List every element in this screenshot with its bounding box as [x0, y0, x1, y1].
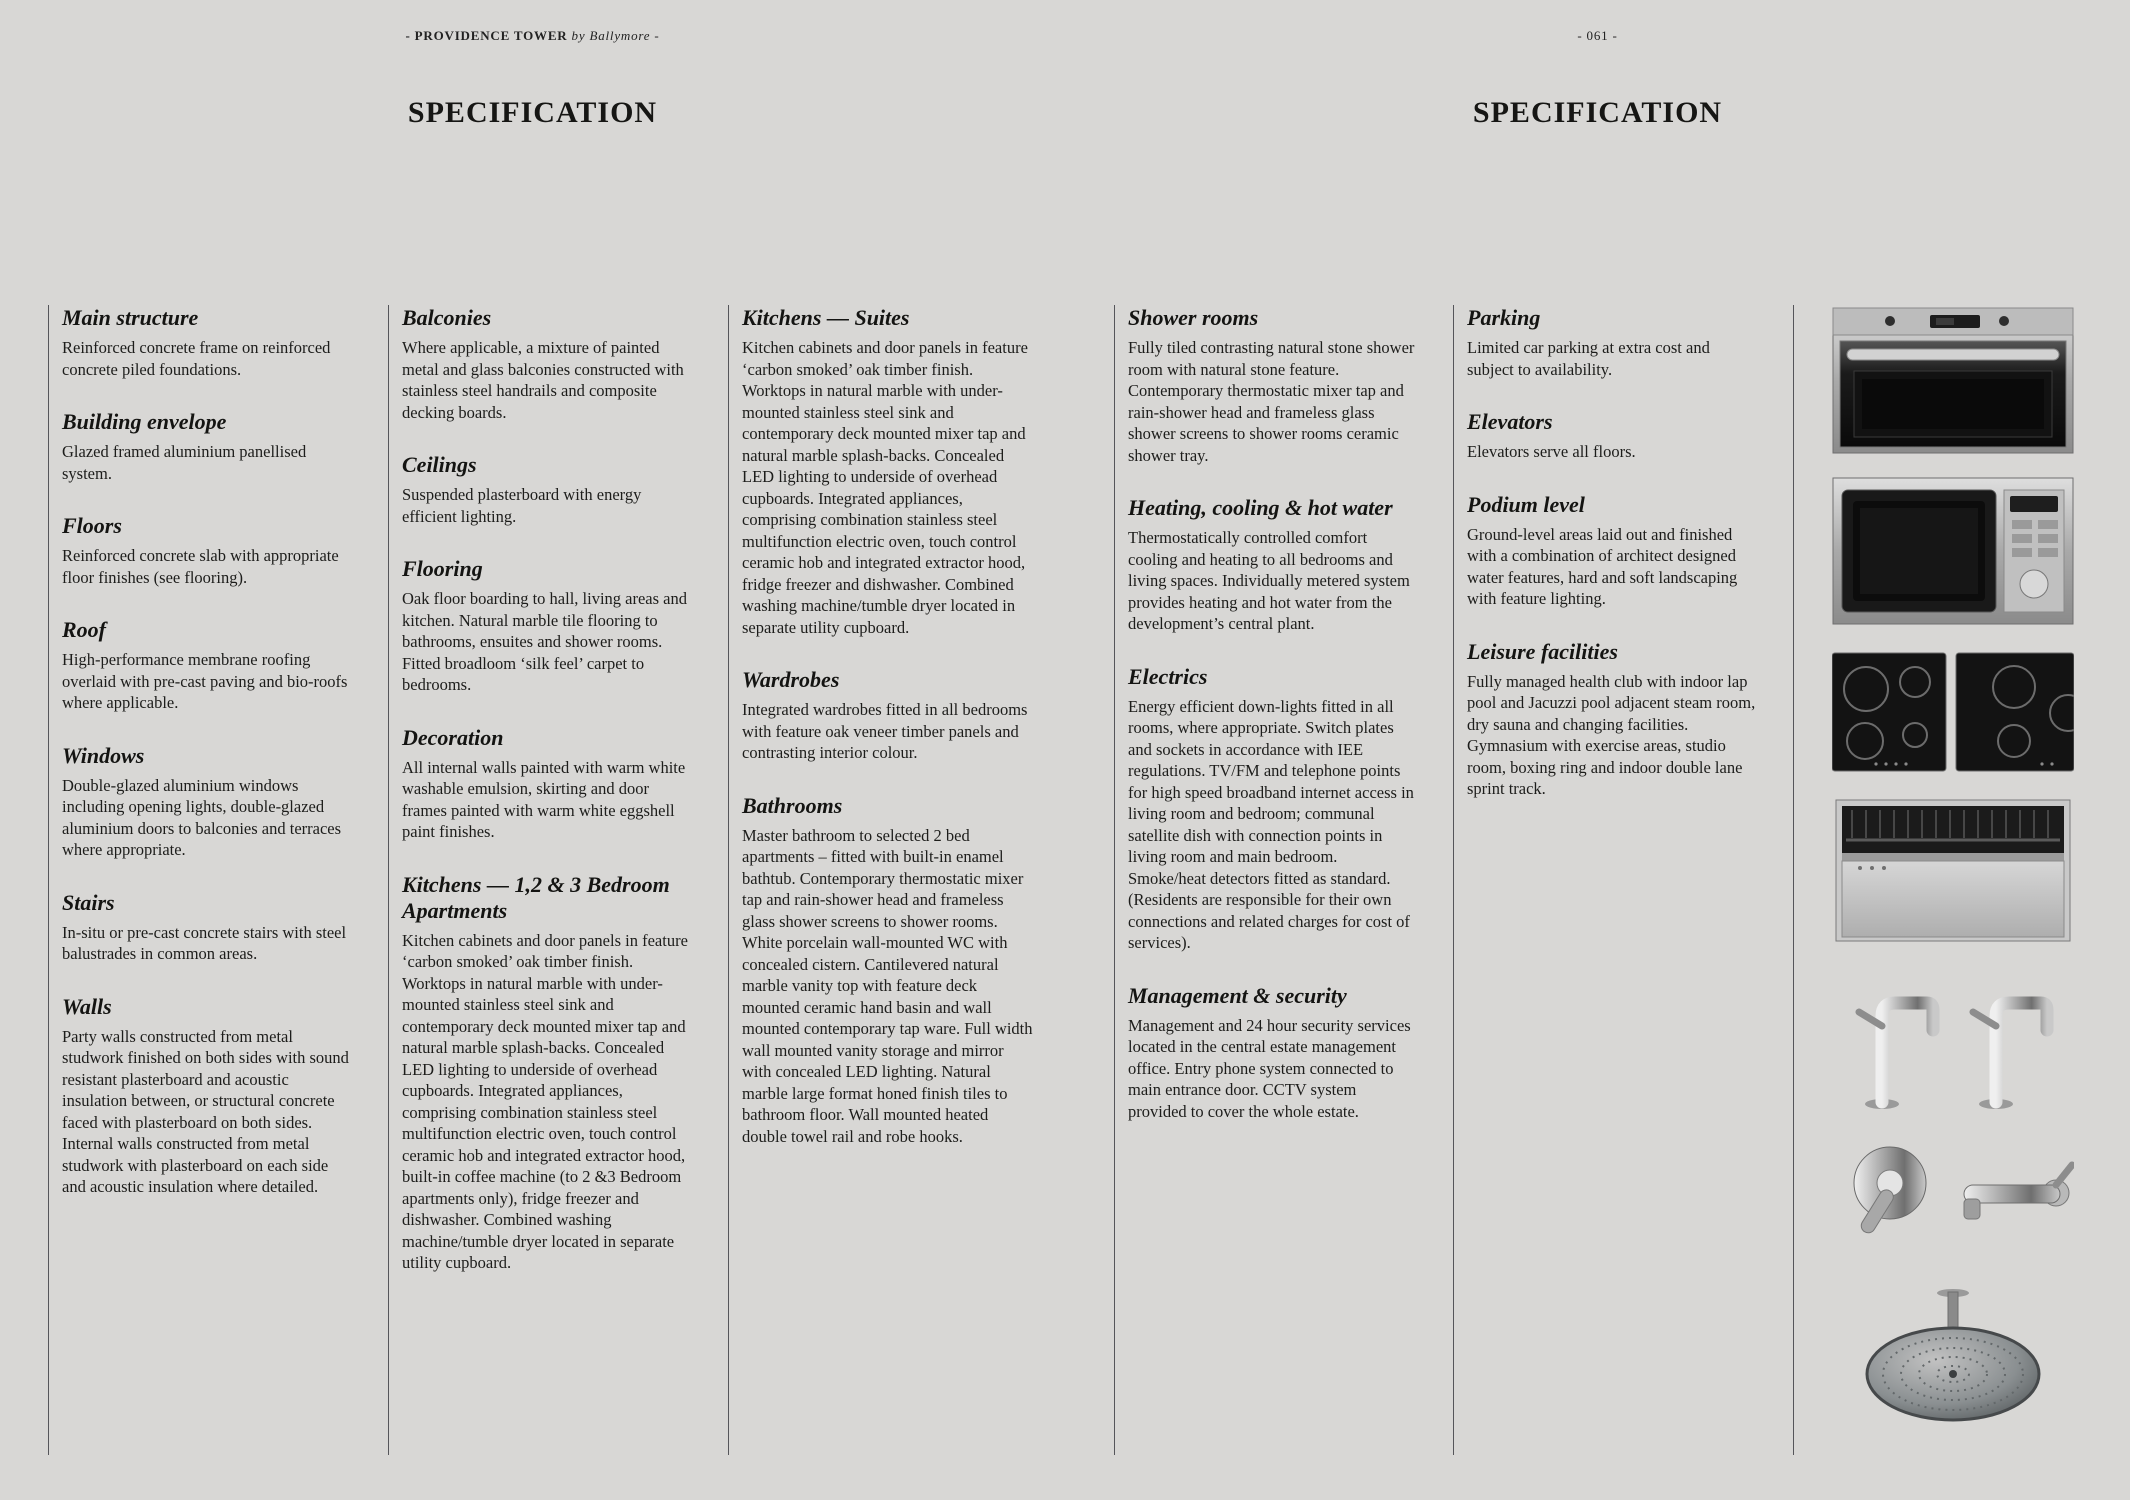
spec-body: Party walls constructed from metal studwork finished on both sides with sound resistant plasterboard and acoustic insulation between, or structural concrete faced with plasterboard on both sides. Internal walls constructed from metal studwork with plasterboard on each side and acoustic insulation where detailed. [62, 1026, 349, 1196]
spec-heading: Stairs [62, 889, 115, 915]
spec-body: Kitchen cabinets and door panels in feature ‘carbon smoked’ oak timber finish. Worktops in natural marble with under-mounted stainless steel sink and contemporary deck mounted mixer tap and natural marble splash-backs. Concealed LED lighting to underside of overhead cupboards. Integrated appliances, comprising combination stainless steel multifunction electric oven, touch control ceramic hob and integrated extractor hood, fridge freezer and dishwasher. Combined washing machine/tumble dryer located in separate utility cupboard. [742, 338, 1028, 637]
spec-heading: Podium level [1467, 491, 1585, 517]
spec-heading: Heating, cooling & hot water [1128, 495, 1393, 520]
spec-section-bathrooms [742, 793, 1033, 1148]
spec-section-heating-cooling [1128, 495, 1419, 635]
spec-heading: Shower rooms [1128, 305, 1259, 330]
spec-body: Energy efficient down-lights fitted in all rooms, where appropriate. Switch plates and sockets in accordance with IEE regulations. TV/FM and telephone points for high speed broadband internet access in living room and bedroom; communal satellite dish with connection points in living room and main bedroom. Smoke/heat detectors fitted as standard. (Residents are responsible for their own connections and related charges for cost of services). [1128, 696, 1414, 952]
spec-section-kitchens-suites [742, 305, 1033, 638]
spec-heading: Wardrobes [742, 667, 840, 692]
spec-section-walls [62, 994, 353, 1198]
spec-body: Integrated wardrobes fitted in all bedrooms with feature oak veneer timber panels and contrasting interior colour. [742, 700, 1028, 762]
brand-byline: by Ballymore [571, 28, 651, 43]
spec-column-kitchens-bathrooms [728, 305, 1033, 1455]
spec-heading: Parking [1467, 305, 1541, 330]
spec-section-leisure-facilities [1467, 639, 1758, 800]
page-title-left: SPECIFICATION [407, 96, 658, 129]
spec-body: Elevators serve all floors. [1467, 442, 1636, 461]
shower-valves-photo [1832, 1135, 2074, 1265]
spec-section-wardrobes [742, 667, 1033, 764]
spec-heading: Management & security [1128, 982, 1347, 1008]
rain-shower-photo [1832, 1286, 2074, 1426]
page-number: - 061 - [1577, 28, 1618, 43]
spec-section-balconies [402, 305, 693, 423]
spec-section-roof [62, 617, 353, 714]
oven-photo [1832, 305, 2074, 455]
brand-name: - PROVIDENCE TOWER [405, 28, 572, 43]
spec-section-ceilings [402, 452, 693, 527]
spec-heading: Ceilings [402, 452, 477, 477]
spec-heading: Kitchens — 1,2 & 3 Bedroom Apartments [402, 871, 670, 923]
spec-body: Fully managed health club with indoor lap pool and Jacuzzi pool adjacent steam room, dry sauna and changing facilities. Gymnasium with exercise areas, studio room, boxing ring and indoor double lane sprint track. [1467, 671, 1756, 798]
spec-column-structure [48, 305, 353, 1455]
microwave-photo [1832, 476, 2074, 626]
spec-body: Master bathroom to selected 2 bed apartments – fitted with built-in enamel bathtub. Contemporary thermostatic mixer tap and rain-shower head and frameless glass shower screens to shower rooms. White porcelain wall-mounted WC with concealed cistern. Cantilevered natural marble vanity top with feature deck mounted ceramic hand basin and wall mounted contemporary tap ware. Full width wall mounted vanity storage and mirror with concealed LED lighting. Natural marble large format honed finish tiles to bathroom floor. Wall mounted heated double towel rail and robe hooks. [742, 825, 1033, 1146]
spec-body: Kitchen cabinets and door panels in feature ‘carbon smoked’ oak timber finish. Worktops in natural marble with under-mounted stainless steel sink and contemporary deck mounted mixer tap and natural marble splash-backs. Concealed LED lighting to underside of overhead cupboards. Integrated appliances, comprising combination stainless steel multifunction electric oven, touch control ceramic hob and integrated extractor hood, built-in coffee machine (to 2 &3 Bedroom apartments only), fridge freezer and dishwasher. Combined washing machine/tumble dryer located in separate utility cupboard. [402, 930, 688, 1272]
spec-section-building-envelope [62, 409, 353, 484]
spec-heading: Bathrooms [742, 792, 843, 818]
spec-section-electrics [1128, 664, 1419, 954]
spec-heading: Balconies [402, 305, 492, 330]
spec-section-decoration [402, 725, 693, 843]
brand-suffix: - [650, 28, 660, 43]
running-header [0, 28, 1065, 44]
spec-heading: Flooring [402, 556, 483, 581]
spec-heading: Main structure [62, 305, 199, 330]
spec-body: Management and 24 hour security services located in the central estate management office. Entry phone system connected to main entrance door. CCTV system provided to cover the whole estate. [1128, 1015, 1411, 1121]
kitchen-taps-photo [1832, 964, 2074, 1114]
page-title-right: SPECIFICATION [1472, 96, 1723, 129]
spec-body: Glazed framed aluminium panellised system. [62, 442, 307, 483]
spec-body: Ground-level areas laid out and finished with a combination of architect designed water features, hard and soft landscaping with feature lighting. [1467, 524, 1738, 608]
spec-heading: Kitchens — Suites [742, 305, 910, 330]
spec-section-windows [62, 743, 353, 861]
spec-heading: Building envelope [62, 409, 227, 434]
spec-body: High-performance membrane roofing overlaid with pre-cast paving and bio-roofs where applicable. [62, 650, 348, 712]
spec-section-parking [1467, 305, 1758, 380]
spec-column-amenities [1453, 305, 1758, 1455]
spec-body: Reinforced concrete frame on reinforced concrete piled foundations. [62, 338, 331, 379]
spec-heading: Roof [62, 617, 106, 642]
spec-heading: Decoration [402, 724, 504, 750]
spec-section-main-structure [62, 305, 353, 380]
appliance-image-column [1793, 305, 2095, 1455]
spec-section-kitchens-apartments [402, 872, 693, 1274]
spec-section-elevators [1467, 409, 1758, 463]
spec-section-flooring [402, 556, 693, 696]
spec-section-floors [62, 513, 353, 588]
spec-body: All internal walls painted with warm white washable emulsion, skirting and door frames painted with warm white eggshell paint finishes. [402, 757, 686, 841]
spec-body: Suspended plasterboard with energy efficient lighting. [402, 485, 642, 526]
spec-section-management-security [1128, 983, 1419, 1123]
spec-section-shower-rooms [1128, 305, 1419, 466]
spec-heading: Walls [62, 993, 112, 1019]
spec-heading: Elevators [1467, 409, 1553, 434]
spec-body: In-situ or pre-cast concrete stairs with steel balustrades in common areas. [62, 922, 347, 963]
spec-body: Thermostatically controlled comfort cooling and heating to all bedrooms and living spaces. Individually metered system provides heating and hot water from the development’s central plant. [1128, 528, 1410, 633]
spec-body: Fully tiled contrasting natural stone shower room with natural stone feature. Contemporary thermostatic mixer tap and rain-shower head and frameless glass shower screens to shower rooms ceramic shower tray. [1128, 338, 1415, 465]
spec-heading: Electrics [1128, 663, 1208, 689]
spec-column-services [1114, 305, 1419, 1455]
spec-heading: Windows [62, 742, 145, 768]
spec-body: Double-glazed aluminium windows including opening lights, double-glazed aluminium doors to balconies and terraces where appropriate. [62, 775, 342, 859]
spec-section-stairs [62, 890, 353, 965]
spec-body: Oak floor boarding to hall, living areas and kitchen. Natural marble tile flooring to bathrooms, ensuites and shower rooms. Fitted broadloom ‘silk feel’ carpet to bedrooms. [402, 589, 688, 694]
spec-body: Where applicable, a mixture of painted metal and glass balconies constructed with stainless steel handrails and composite decking boards. [402, 338, 684, 422]
spec-section-podium-level [1467, 492, 1758, 610]
induction-hob-photo [1832, 647, 2074, 777]
spec-column-exterior-interior [388, 305, 693, 1455]
spec-heading: Leisure facilities [1467, 638, 1618, 664]
dishwasher-photo [1832, 798, 2074, 943]
spec-heading: Floors [62, 513, 122, 538]
spec-body: Reinforced concrete slab with appropriate floor finishes (see flooring). [62, 546, 339, 587]
spec-body: Limited car parking at extra cost and subject to availability. [1467, 338, 1710, 379]
